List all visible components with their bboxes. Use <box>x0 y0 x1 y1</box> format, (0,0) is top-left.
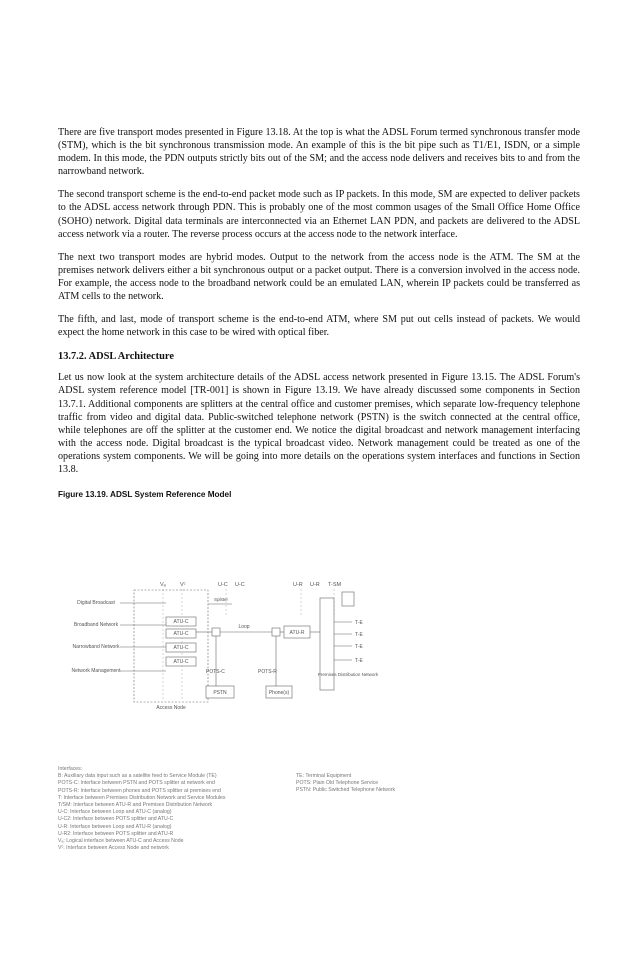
loop-label: Loop <box>238 624 250 630</box>
pots-r-label: POTS-R <box>258 669 277 675</box>
legend-item: POTS-R: Interface between phones and POTS splitter at premises end <box>58 787 221 794</box>
label-ur2: U-R <box>310 582 320 588</box>
te-label-4: T-E <box>355 658 363 664</box>
splitter-r <box>272 628 280 636</box>
legend-item: T: Interface between Premises Distribution Network and Service Modules <box>58 794 226 801</box>
te-label-2: T-E <box>355 632 363 638</box>
legend-item: T/SM: Interface between ATU-R and Premises Distribution Network <box>58 802 213 809</box>
splitter-label: Splitter <box>213 597 229 602</box>
legend-item: Vₐ: Logical interface between ATU-C and Access Node <box>58 838 184 845</box>
label-uc: U-C <box>235 582 245 588</box>
paragraph-packet-mode: The second transport scheme is the end-to-end packet mode such as IP packets. In this mode, SM are expected to deliver packets to the ADSL access network through PDN. This is probably one of the most common usages of the Small Office Home Office (SOHO) network. Digital data terminals are interconnected via an Ethernet LAN PDN, and packets are delivered to the ADSL access network via a router. The reverse process occurs at the access node to the network interface. <box>58 189 580 240</box>
te-label-3: T-E <box>355 644 363 650</box>
pots-c-label: POTS-C <box>206 669 225 675</box>
label-tsm: T-SM <box>328 582 342 588</box>
label-ur: U-R <box>293 582 303 588</box>
atuc-label-1: ATU-C <box>173 619 189 625</box>
label-digital-broadcast: Digital Broadcast <box>77 600 115 606</box>
premises-label: Premises Distribution Network <box>317 672 379 677</box>
figure-caption: Figure 13.19. ADSL System Reference Model <box>58 490 232 500</box>
legend-item: TE: Terminal Equipment <box>296 773 352 779</box>
section-heading: 13.7.2. ADSL Architecture <box>58 351 174 363</box>
legend-item: U-C2: Interface between POTS splitter and ATU-C <box>58 816 174 823</box>
access-node-label: Access Node <box>156 705 186 711</box>
adsl-reference-model-figure <box>58 576 438 852</box>
atuc-label-4: ATU-C <box>173 659 189 665</box>
pstn-label: PSTN <box>213 690 227 696</box>
label-va: Vₐ <box>160 582 166 588</box>
legend-item: U-R: Interface between Loop and ATU-R (analog) <box>58 823 172 830</box>
document-page <box>58 126 580 507</box>
atur-label: ATU-R <box>289 630 305 636</box>
legend-item: Vᶜ: Interface between Access Node and network <box>58 845 169 852</box>
paragraph-hybrid-modes: The next two transport modes are hybrid modes. Output to the network from the access node is the ATM. The SM at the premises network delivers either a bit synchronous output or a packet output. There is a conversion involved in the access node. For example, the access node to the broadband network could be an emulated LAN, wherein IP packets could be transferred as ATM cells to the network. <box>58 251 580 303</box>
label-network-management: Network Management <box>71 668 121 674</box>
label-narrowband-network: Narrowband Network <box>72 644 120 650</box>
legend-item: POTS: Plain Old Telephone Service <box>296 780 379 787</box>
te-label-1: T-E <box>355 620 363 626</box>
atuc-label-3: ATU-C <box>173 645 189 651</box>
label-broadband-network: Broadband Network <box>73 622 119 628</box>
legend-item: U-C: Interface between Loop and ATU-C (analog) <box>58 809 172 816</box>
label-vc: Vᶜ <box>180 582 186 588</box>
legend-title: Interfaces: <box>58 766 83 772</box>
splitter-c <box>212 628 220 636</box>
atuc-label-2: ATU-C <box>173 631 189 637</box>
legend-item: U-R2: Interface between POTS splitter and ATU-R <box>58 830 174 837</box>
paragraph-transport-modes: There are five transport modes presented in Figure 13.18. At the top is what the ADSL Forum termed synchronous transfer mode (STM), which is the bit synchronous transmission mode. An example of this is the bit pipe such as T1/E1, ISDN, or a simple modem. In this mode, the PDN outputs strictly bits out of the SM; and the access node delivers and receives bits to and from the narrowband network. <box>58 127 580 178</box>
paragraph-atm-mode: The fifth, and last, mode of transport scheme is the end-to-end ATM, where SM put out cells instead of packets. We would expect the home network in this case to be wired with optical fiber. <box>58 314 580 339</box>
legend-item: PSTN: Public Switched Telephone Network <box>296 787 396 794</box>
legend-left <box>58 766 226 852</box>
label-uc2: U-C <box>218 582 228 588</box>
legend-right <box>296 773 395 795</box>
phones-label: Phone(s) <box>268 690 290 696</box>
paragraph-adsl-architecture: Let us now look at the system architecture details of the ADSL access network presented in Figure 13.15. The ADSL Forum's ADSL system reference model [TR-001] is shown in Figure 13.19. We have already discussed some components in Section 13.7.1. Additional components are splitters at the central office and customer premises, which separate low-frequency telephone traffic from video and digital data. Public-switched telephone network (PSTN) is the switch connected at the central office, while telephones are off the splitter at the customer end. We notice the digital broadcast and network management interfacing with the access node. Digital broadcast is the typical broadcast video. Network management could be treated as one of the operations system components. We will be going into more details on the operations system interfaces and functions in Section 13.8. <box>58 372 580 475</box>
legend-item: B: Auxiliary data input such as a satellite feed to Service Module (TE) <box>58 773 217 780</box>
adsl-diagram <box>58 576 438 766</box>
legend-item: POTS-C: Interface between PSTN and POTS splitter at network end <box>58 780 215 787</box>
